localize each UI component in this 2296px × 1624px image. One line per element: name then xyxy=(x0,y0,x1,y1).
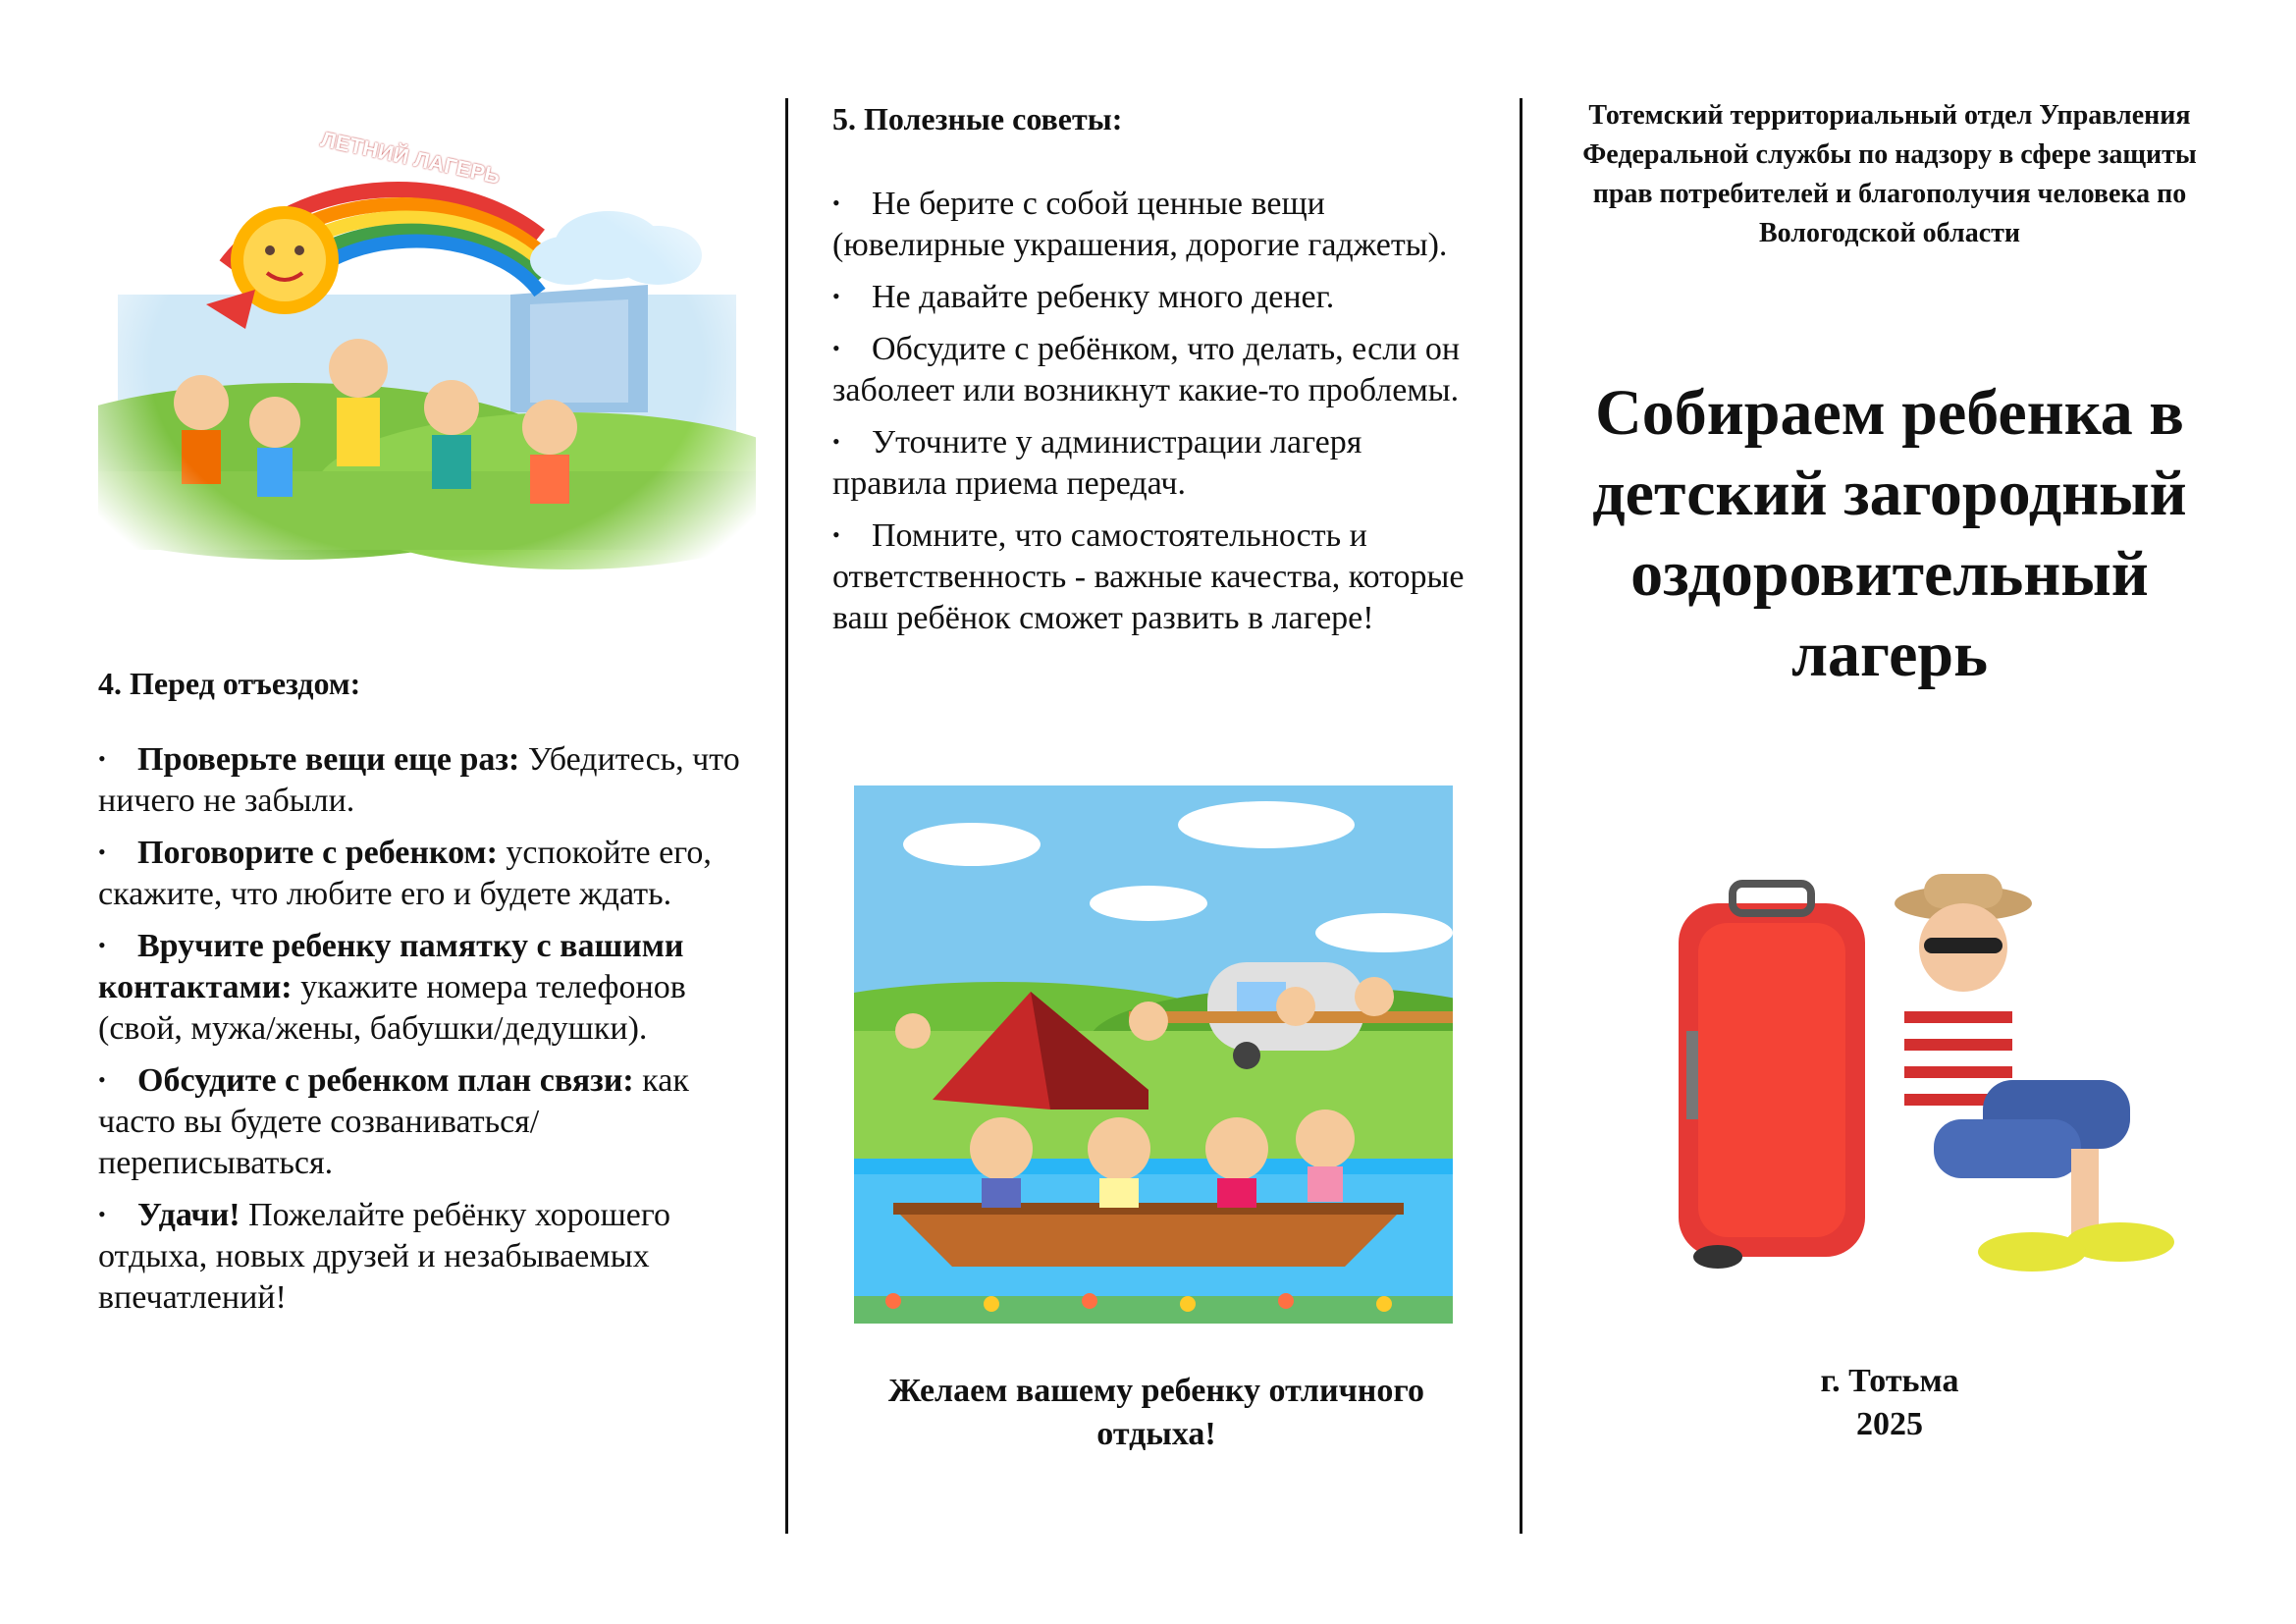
bullet-icon: • xyxy=(98,746,106,771)
list-item xyxy=(832,514,1480,639)
bullet-icon: • xyxy=(98,839,106,864)
bullet-icon: • xyxy=(98,1067,106,1092)
section-title-useful-tips: 5. Полезные советы: xyxy=(832,101,1123,136)
list-item xyxy=(98,925,746,1050)
tip-bold-label: Поговорите с ребенком: xyxy=(137,835,498,871)
list-item xyxy=(98,738,746,822)
boy-with-suitcase-photo xyxy=(1639,864,2228,1276)
tip-text: Не давайте ребенку много денег. xyxy=(872,279,1335,315)
bullet-icon: • xyxy=(832,336,840,360)
list-item xyxy=(98,1059,746,1184)
city: г. Тотьма xyxy=(1820,1363,1959,1399)
tip-bold-label: Обсудите с ребенком план связи: xyxy=(137,1062,634,1099)
bullet-icon: • xyxy=(98,1202,106,1226)
year: 2025 xyxy=(1856,1406,1923,1442)
section-title-before-departure: 4. Перед отъездом: xyxy=(98,666,361,701)
bullet-icon: • xyxy=(832,522,840,547)
tip-text: Обсудите с ребёнком, что делать, если он заболеет или возникнут какие-то проблемы. xyxy=(832,331,1461,408)
tip-bold-label: Проверьте вещи еще раз: xyxy=(137,741,520,778)
tip-text: Убедитесь, что ничего не забыли. xyxy=(98,741,740,819)
list-item xyxy=(832,276,1480,318)
column-divider-right xyxy=(1520,98,1522,1534)
tip-bold-label: Удачи! xyxy=(137,1197,240,1233)
camp-sign: ЛЕТНИЙ ЛАГЕРЬ xyxy=(318,126,503,189)
useful-tips-list xyxy=(832,183,1480,649)
column-divider-left xyxy=(785,98,788,1534)
brochure-title: Собираем ребенка в детский загородный оздоровительный лагерь xyxy=(1592,377,2187,690)
list-item xyxy=(832,183,1480,266)
kids-boat-camping-illustration xyxy=(854,785,1453,1324)
organization-name: Тотемский территориальный отдел Управления Федеральной службы по надзору в сфере защиты прав потребителей и благополучия человека по Вологодской области xyxy=(1582,100,2197,248)
tip-text: Пожелайте ребёнку хорошего отдыха, новых друзей и незабываемых впечатлений! xyxy=(98,1197,670,1316)
tip-text: Не берите с собой ценные вещи (ювелирные украшения, дорогие гаджеты). xyxy=(832,186,1448,263)
tip-text: укажите номера телефонов (свой, мужа/жены, бабушки/дедушки). xyxy=(98,969,686,1047)
summer-camp-illustration xyxy=(98,118,756,569)
city-and-year xyxy=(1556,1360,2223,1446)
list-item xyxy=(832,328,1480,411)
list-item xyxy=(98,832,746,915)
closing-wish: Желаем вашему ребенку отличного отдыха! xyxy=(888,1373,1424,1452)
tip-text: Уточните у администрации лагеря правила приема передач. xyxy=(832,424,1362,502)
before-departure-list xyxy=(98,738,746,1328)
bullet-icon: • xyxy=(832,190,840,215)
bullet-icon: • xyxy=(98,933,106,957)
tip-text: как часто вы будете созваниваться/ переписываться. xyxy=(98,1062,689,1181)
bullet-icon: • xyxy=(832,284,840,308)
list-item xyxy=(832,421,1480,505)
list-item xyxy=(98,1194,746,1319)
tip-text: Помните, что самостоятельность и ответственность - важные качества, которые ваш ребёнок сможет развить в лагере! xyxy=(832,517,1465,636)
tip-bold-label: Вручите ребенку памятку с вашими контактами: xyxy=(98,928,684,1005)
tip-text: успокойте его, скажите, что любите его и будете ждать. xyxy=(98,835,712,912)
bullet-icon: • xyxy=(832,429,840,454)
